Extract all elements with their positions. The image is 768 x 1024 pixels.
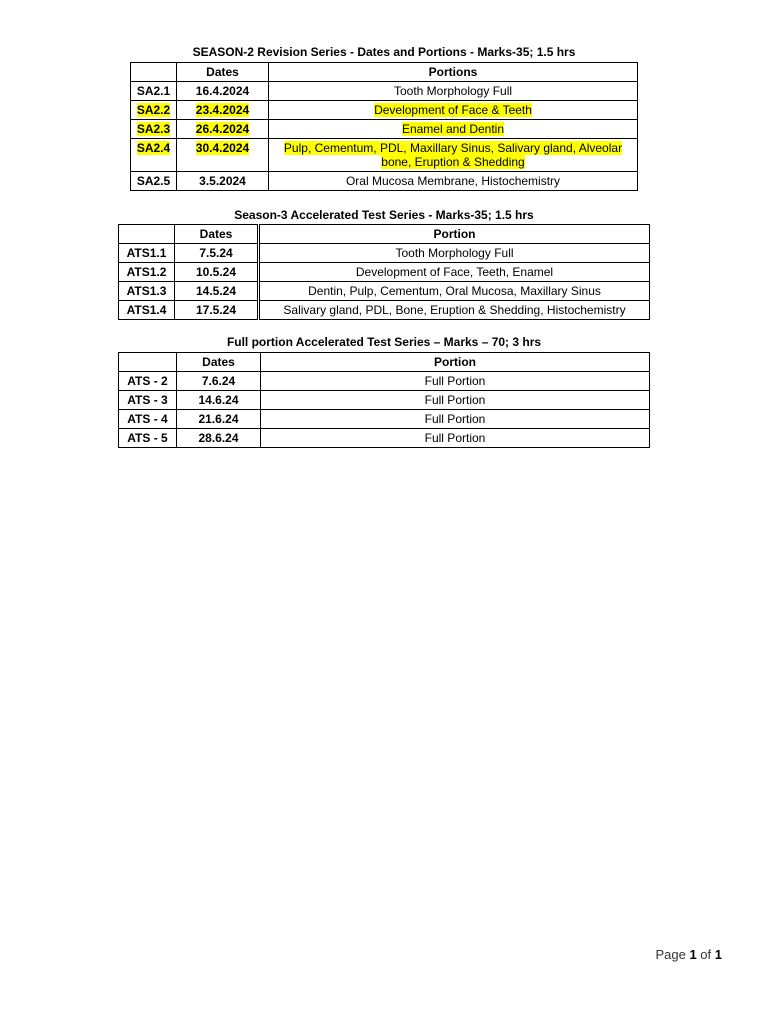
row-code: ATS - 5: [119, 429, 177, 448]
row-portion: Full Portion: [261, 429, 650, 448]
row-portion: [269, 172, 638, 191]
date-text: 23.4.2024: [195, 103, 250, 117]
header-portion: Portion: [261, 353, 650, 372]
row-date: [177, 82, 269, 101]
header-dates: Dates: [177, 353, 261, 372]
row-portion: [269, 139, 638, 172]
code-text: SA2.1: [136, 84, 171, 98]
season2-revision-table: [130, 62, 638, 191]
table-row: [131, 101, 638, 120]
page-number-footer: [655, 947, 722, 962]
row-portion: Development of Face, Teeth, Enamel: [259, 263, 650, 282]
date-text: 26.4.2024: [195, 122, 250, 136]
row-date: 14.6.24: [177, 391, 261, 410]
row-code: [131, 82, 177, 101]
row-date: [177, 120, 269, 139]
row-code: ATS - 2: [119, 372, 177, 391]
date-text: 3.5.2024: [199, 174, 246, 188]
row-date: 10.5.24: [175, 263, 259, 282]
portion-text: Pulp, Cementum, PDL, Maxillary Sinus, Salivary gland, Alveolar bone, Eruption & Shedding: [283, 141, 623, 169]
row-code: ATS1.3: [119, 282, 175, 301]
page-current: 1: [689, 947, 697, 962]
row-portion: [269, 82, 638, 101]
table-row: [131, 139, 638, 172]
row-date: 14.5.24: [175, 282, 259, 301]
full-portion-table: [118, 352, 650, 448]
row-date: 7.5.24: [175, 244, 259, 263]
date-text: 30.4.2024: [195, 141, 250, 155]
row-portion: Full Portion: [261, 410, 650, 429]
table-header-row: [119, 225, 650, 244]
row-code: [131, 101, 177, 120]
header-code: [131, 63, 177, 82]
portion-text: Enamel and Dentin: [401, 122, 505, 136]
page-total: 1: [714, 947, 722, 962]
header-code: [119, 353, 177, 372]
table-row: [119, 410, 650, 429]
section2-title: Season-3 Accelerated Test Series - Marks-35; 1.5 hrs: [234, 208, 534, 222]
row-date: 17.5.24: [175, 301, 259, 320]
section1-title: SEASON-2 Revision Series - Dates and Portions - Marks-35; 1.5 hrs: [192, 45, 576, 59]
table-header-row: [119, 353, 650, 372]
row-portion: [269, 101, 638, 120]
table-row: [119, 263, 650, 282]
header-dates: Dates: [175, 225, 259, 244]
code-text: SA2.3: [136, 122, 171, 136]
code-text: SA2.4: [136, 141, 171, 155]
table-row: [119, 372, 650, 391]
code-text: SA2.2: [136, 103, 171, 117]
table-row: [119, 244, 650, 263]
row-portion: Salivary gland, PDL, Bone, Eruption & Shedding, Histochemistry: [259, 301, 650, 320]
page-of: of: [700, 947, 712, 962]
section3-title: Full portion Accelerated Test Series – Marks – 70; 3 hrs: [226, 335, 542, 349]
table-row: [131, 172, 638, 191]
row-portion: Dentin, Pulp, Cementum, Oral Mucosa, Maxillary Sinus: [259, 282, 650, 301]
row-code: [131, 120, 177, 139]
portion-text: Oral Mucosa Membrane, Histochemistry: [345, 174, 561, 188]
header-code: [119, 225, 175, 244]
row-code: [131, 172, 177, 191]
row-portion: [269, 120, 638, 139]
row-code: ATS - 4: [119, 410, 177, 429]
portion-text: Development of Face & Teeth: [374, 103, 532, 117]
row-code: [131, 139, 177, 172]
row-code: ATS - 3: [119, 391, 177, 410]
header-portion: Portion: [259, 225, 650, 244]
table-row: [119, 391, 650, 410]
season3-accelerated-table: [118, 224, 650, 320]
row-date: [177, 172, 269, 191]
row-date: 21.6.24: [177, 410, 261, 429]
row-portion: Full Portion: [261, 391, 650, 410]
date-text: 16.4.2024: [195, 84, 250, 98]
table-row: [131, 120, 638, 139]
row-date: 28.6.24: [177, 429, 261, 448]
row-code: ATS1.4: [119, 301, 175, 320]
table-header-row: [131, 63, 638, 82]
row-date: [177, 101, 269, 120]
row-code: ATS1.1: [119, 244, 175, 263]
row-code: ATS1.2: [119, 263, 175, 282]
table-row: [119, 282, 650, 301]
row-portion: Tooth Morphology Full: [259, 244, 650, 263]
row-date: [177, 139, 269, 172]
code-text: SA2.5: [136, 174, 171, 188]
page-prefix: Page: [655, 947, 686, 962]
header-dates: Dates: [177, 63, 269, 82]
table-row: [131, 82, 638, 101]
row-portion: Full Portion: [261, 372, 650, 391]
table-row: [119, 429, 650, 448]
header-portions: Portions: [269, 63, 638, 82]
table-row: [119, 301, 650, 320]
row-date: 7.6.24: [177, 372, 261, 391]
portion-text: Tooth Morphology Full: [393, 84, 513, 98]
